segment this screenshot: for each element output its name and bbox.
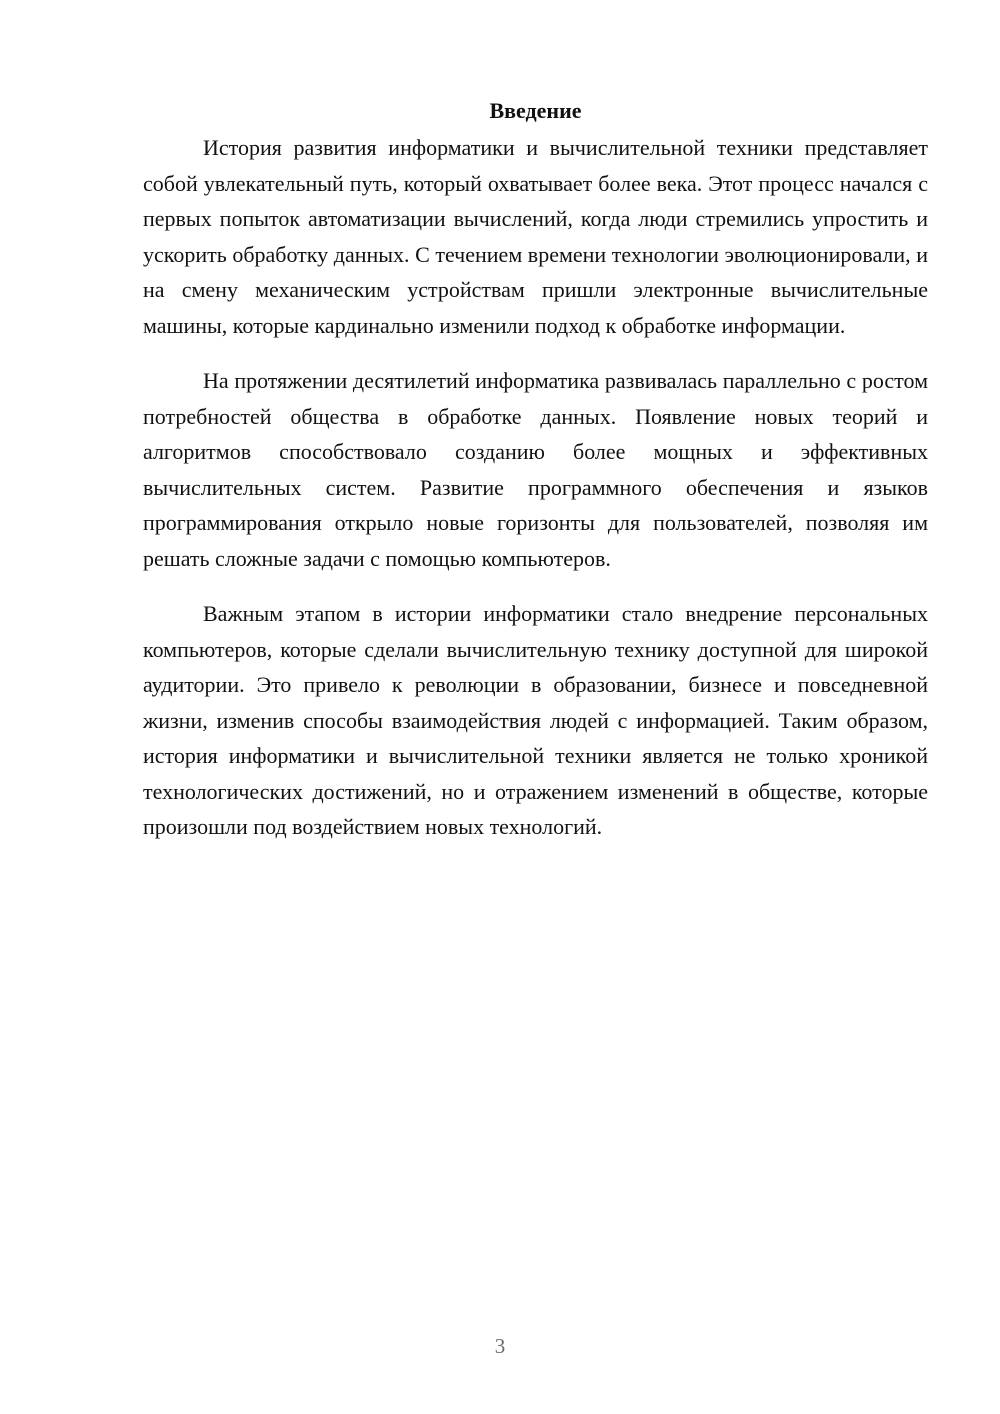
paragraph-2: На протяжении десятилетий информатика развивалась параллельно с ростом потребностей общества в обработке данных. Появление новых теорий и алгоритмов способствовало созданию более мощных и эффективных вычислительных систем. Развитие программного обеспечения и языков программирования открыло новые горизонты для пользователей, позволяя им решать сложные задачи с помощью компьютеров. [143, 368, 928, 571]
paragraph-1: История развития информатики и вычислительной техники представляет собой увлекательный путь, который охватывает более века. Этот процесс начался с первых попыток автоматизации вычислений, когда люди стремились упростить и ускорить обработку данных. С течением времени технологии эволюционировали, и на смену механическим устройствам пришли электронные вычислительные машины, которые кардинально изменили подход к обработке информации. [143, 135, 928, 338]
page-number: 3 [494, 1334, 506, 1358]
paragraph-3: Важным этапом в истории информатики стало внедрение персональных компьютеров, которые сделали вычислительную технику доступной для широкой аудитории. Это привело к революции в образовании, бизнесе и повседневной жизни, изменив способы взаимодействия людей с информацией. Таким образом, история информатики и вычислительной техники является не только хроникой технологических достижений, но и отражением изменений в обществе, которые произошли под воздействием новых технологий. [143, 601, 928, 839]
page-content [143, 96, 928, 865]
section-heading: Введение [489, 98, 582, 123]
